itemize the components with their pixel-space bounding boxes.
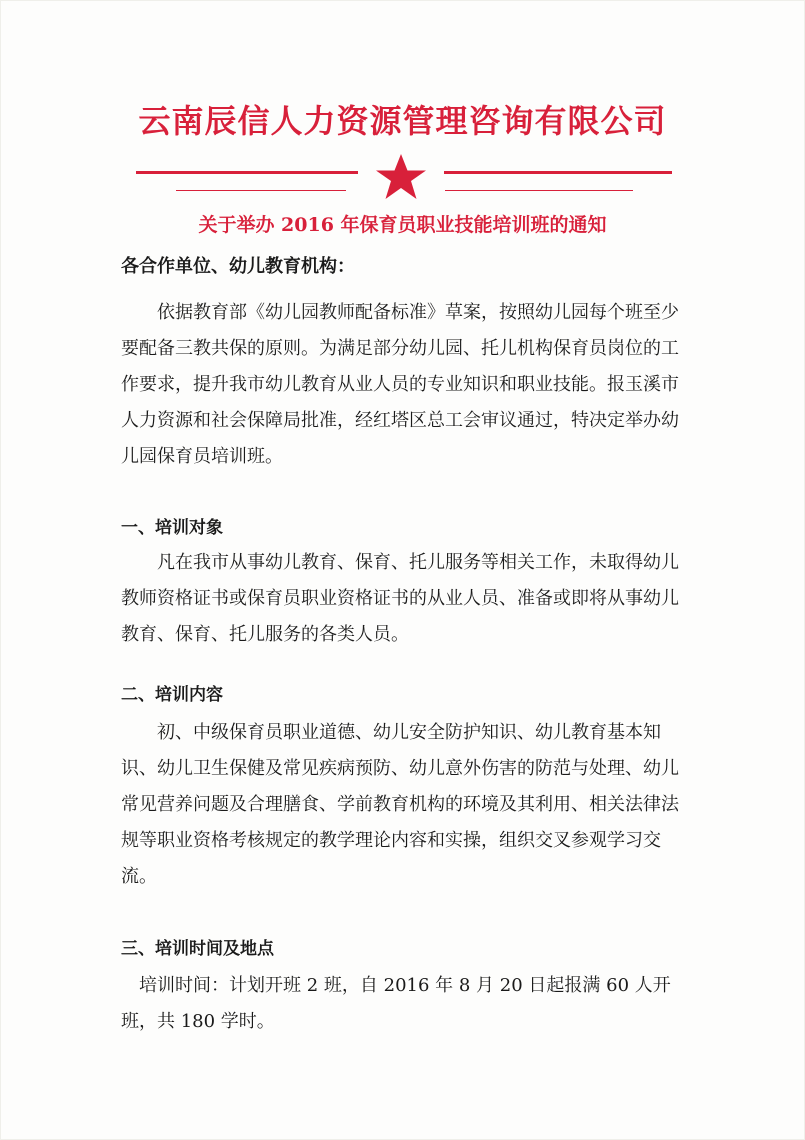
salutation: 各合作单位、幼儿教育机构：: [121, 256, 355, 277]
header-divider: [130, 152, 675, 202]
intro-paragraph: 依据教育部《幼儿园教师配备标准》草案，按照幼儿园每个班至少要配备三教共保的原则。为满足部分幼儿园、托儿机构保育员岗位的工作要求，提升我市幼儿教育从业人员的专业知识和职业技能。报玉溪市人力资源和社会保障局批准，经红塔区总工会审议通过，特决定举办幼儿园保育员培训班。: [121, 302, 679, 467]
section-heading-content: 二、培训内容: [121, 685, 223, 705]
company-name: 云南辰信人力资源管理咨询有限公司: [138, 102, 667, 140]
divider-line-left: [136, 171, 358, 174]
divider-thin-line-right: [445, 190, 633, 191]
section-content-content: 初、中级保育员职业道德、幼儿安全防护知识、幼儿教育基本知识、幼儿卫生保健及常见疾病预防、幼儿意外伤害的防范与处理、幼儿常见营养问题及合理膳食、学前教育机构的环境及其利用、相关法律法规等职业资格考核规定的教学理论内容和实操，组织交叉参观学习交流。: [121, 722, 679, 887]
divider-line-right: [444, 171, 672, 174]
notice-title: 关于举办 2016 年保育员职业技能培训班的通知: [198, 214, 607, 236]
divider-thin-line-left: [176, 190, 346, 191]
section-heading-trainees: 一、培训对象: [121, 518, 223, 538]
star-icon: [372, 152, 430, 202]
section-content-time-location: 培训时间：计划开班 2 班，自 2016 年 8 月 20 日起报满 60 人开班，共 180 学时。: [121, 975, 671, 1032]
section-content-trainees: 凡在我市从事幼儿教育、保育、托儿服务等相关工作，未取得幼儿教师资格证书或保育员职业资格证书的从业人员、准备或即将从事幼儿教育、保育、托儿服务的各类人员。: [121, 552, 679, 645]
section-heading-time-location: 三、培训时间及地点: [121, 939, 274, 959]
